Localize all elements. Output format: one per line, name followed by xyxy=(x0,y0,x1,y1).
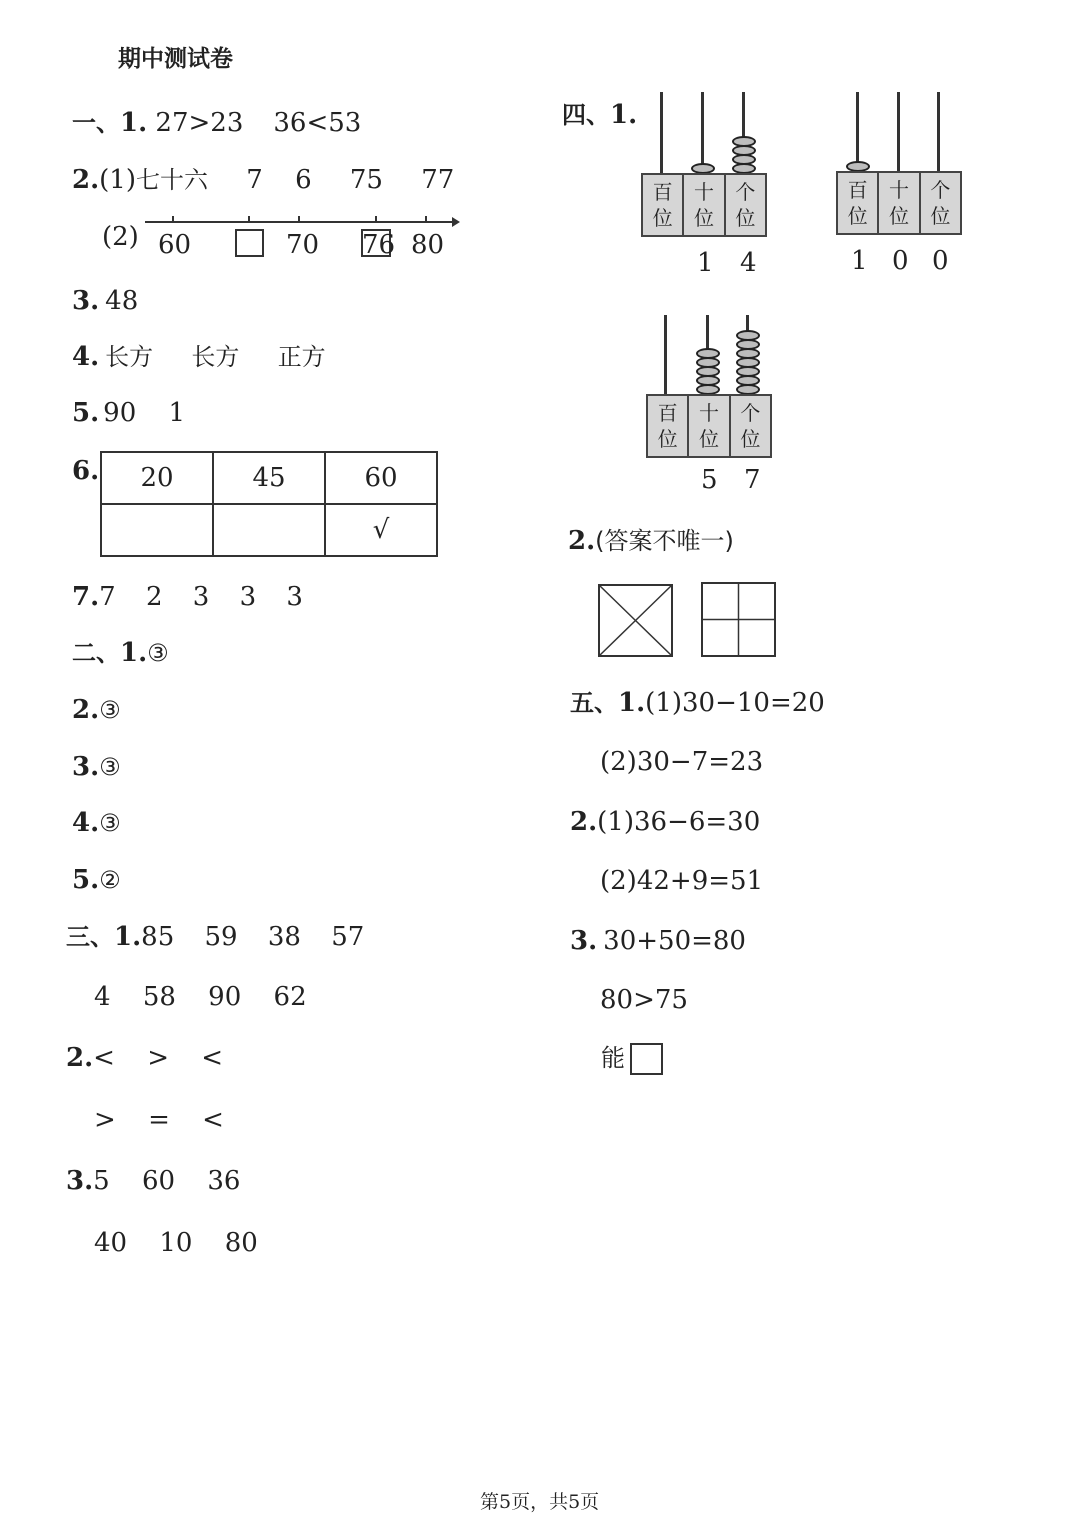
s1-q1-b: 36<53 xyxy=(273,108,362,138)
s2-q4: 4.③ xyxy=(72,808,121,838)
abacus-rod xyxy=(856,92,859,172)
abacus-digit: 4 xyxy=(740,248,757,278)
square-diagonals-figure xyxy=(598,584,674,658)
s1-q7: 7.7 2 3 3 3 xyxy=(72,582,303,612)
table-cell xyxy=(213,504,325,556)
abacus-place-box: 百 位 十 位 个 位 xyxy=(646,394,772,458)
s3-heading: 三、 xyxy=(66,923,114,951)
s1-q4: 4. 长方 长方 正方 xyxy=(72,342,326,372)
s4-q2: 2.(答案不唯一) xyxy=(568,526,734,556)
number-line-blank-box xyxy=(236,230,263,256)
s5-q2-p1: 2.(1)36−6=30 xyxy=(570,807,761,837)
s3-q3-row2: 40 10 80 xyxy=(94,1228,258,1258)
tick-60: 60 xyxy=(158,230,192,260)
table-cell xyxy=(101,504,213,556)
square-quarters-figure xyxy=(701,582,777,658)
abacus-rod xyxy=(660,92,663,174)
page-title: 期中测试卷 xyxy=(118,46,233,72)
table-cell: 45 xyxy=(213,452,325,504)
s3-q3-row1: 3.5 60 36 xyxy=(66,1166,241,1196)
abacus-digit: 0 xyxy=(892,246,909,276)
abacus-bead xyxy=(736,330,760,341)
s2-q3: 3.③ xyxy=(72,752,121,782)
s1-q5: 5. 90 1 xyxy=(72,398,186,428)
s2-q5: 5.② xyxy=(72,865,121,895)
abacus-rod xyxy=(897,92,900,172)
s2-heading: 二、 xyxy=(72,639,120,667)
abacus-rod xyxy=(701,92,704,174)
abacus-digit: 1 xyxy=(697,248,714,278)
abacus-digit: 0 xyxy=(932,246,949,276)
s2-q1: 二、1.③ xyxy=(72,638,169,668)
tick-76: 76 xyxy=(362,230,396,260)
s3-q2-row2: > = < xyxy=(94,1105,224,1135)
s5-q1-p1: 五、1.(1)30−10=20 xyxy=(570,688,825,718)
abacus-digit: 5 xyxy=(701,465,718,495)
abacus-digit: 7 xyxy=(744,465,761,495)
s3-q1-row2: 4 58 90 62 xyxy=(94,982,307,1012)
s4-q1-label: 四、1. xyxy=(562,100,638,130)
s5-q1-p2: (2)30−7=23 xyxy=(600,747,764,777)
s1-q1-a: 27>23 xyxy=(155,108,244,138)
tick-70: 70 xyxy=(286,230,320,260)
abacus-place-box: 百 位 十 位 个 位 xyxy=(641,173,767,237)
page-footer: 第5页，共5页 xyxy=(480,1491,600,1513)
s5-q3-line2: 80>75 xyxy=(600,985,688,1015)
s1-q2-part2-label: (2) xyxy=(102,222,139,252)
s4-heading: 四、 xyxy=(562,101,610,129)
s1-q1: 一、1. 27>23 36<53 xyxy=(72,108,362,138)
abacus-bead xyxy=(732,136,756,147)
s5-heading: 五、 xyxy=(570,689,618,717)
s1-q3: 3. 48 xyxy=(72,286,139,316)
s3-q1-row1: 三、1.85 59 38 57 xyxy=(66,922,365,952)
s5-q3-line3: 能 xyxy=(601,1044,625,1072)
s3-q2-row1: 2.< > < xyxy=(66,1043,224,1073)
tick-80: 80 xyxy=(411,230,445,260)
table-cell: 20 xyxy=(101,452,213,504)
table-cell: 60 xyxy=(325,452,437,504)
check-mark: √ xyxy=(325,504,437,556)
abacus-rod xyxy=(664,315,667,395)
s5-q3-line1: 3. 30+50=80 xyxy=(570,926,746,956)
s1-q6-num: 6. xyxy=(72,456,100,486)
s2-q2: 2.③ xyxy=(72,695,121,725)
s5-q2-p2: (2)42+9=51 xyxy=(600,866,764,896)
abacus-place-box: 百 位 十 位 个 位 xyxy=(836,171,962,235)
s1-q2-part1: 2.(1)七十六 7 6 75 77 xyxy=(72,165,455,195)
abacus-rod xyxy=(937,92,940,172)
abacus-digit: 1 xyxy=(851,246,868,276)
s1-heading: 一、 xyxy=(72,109,120,137)
s1-q6-table xyxy=(100,451,438,557)
abacus-bead xyxy=(696,348,720,359)
answer-box xyxy=(630,1043,663,1075)
